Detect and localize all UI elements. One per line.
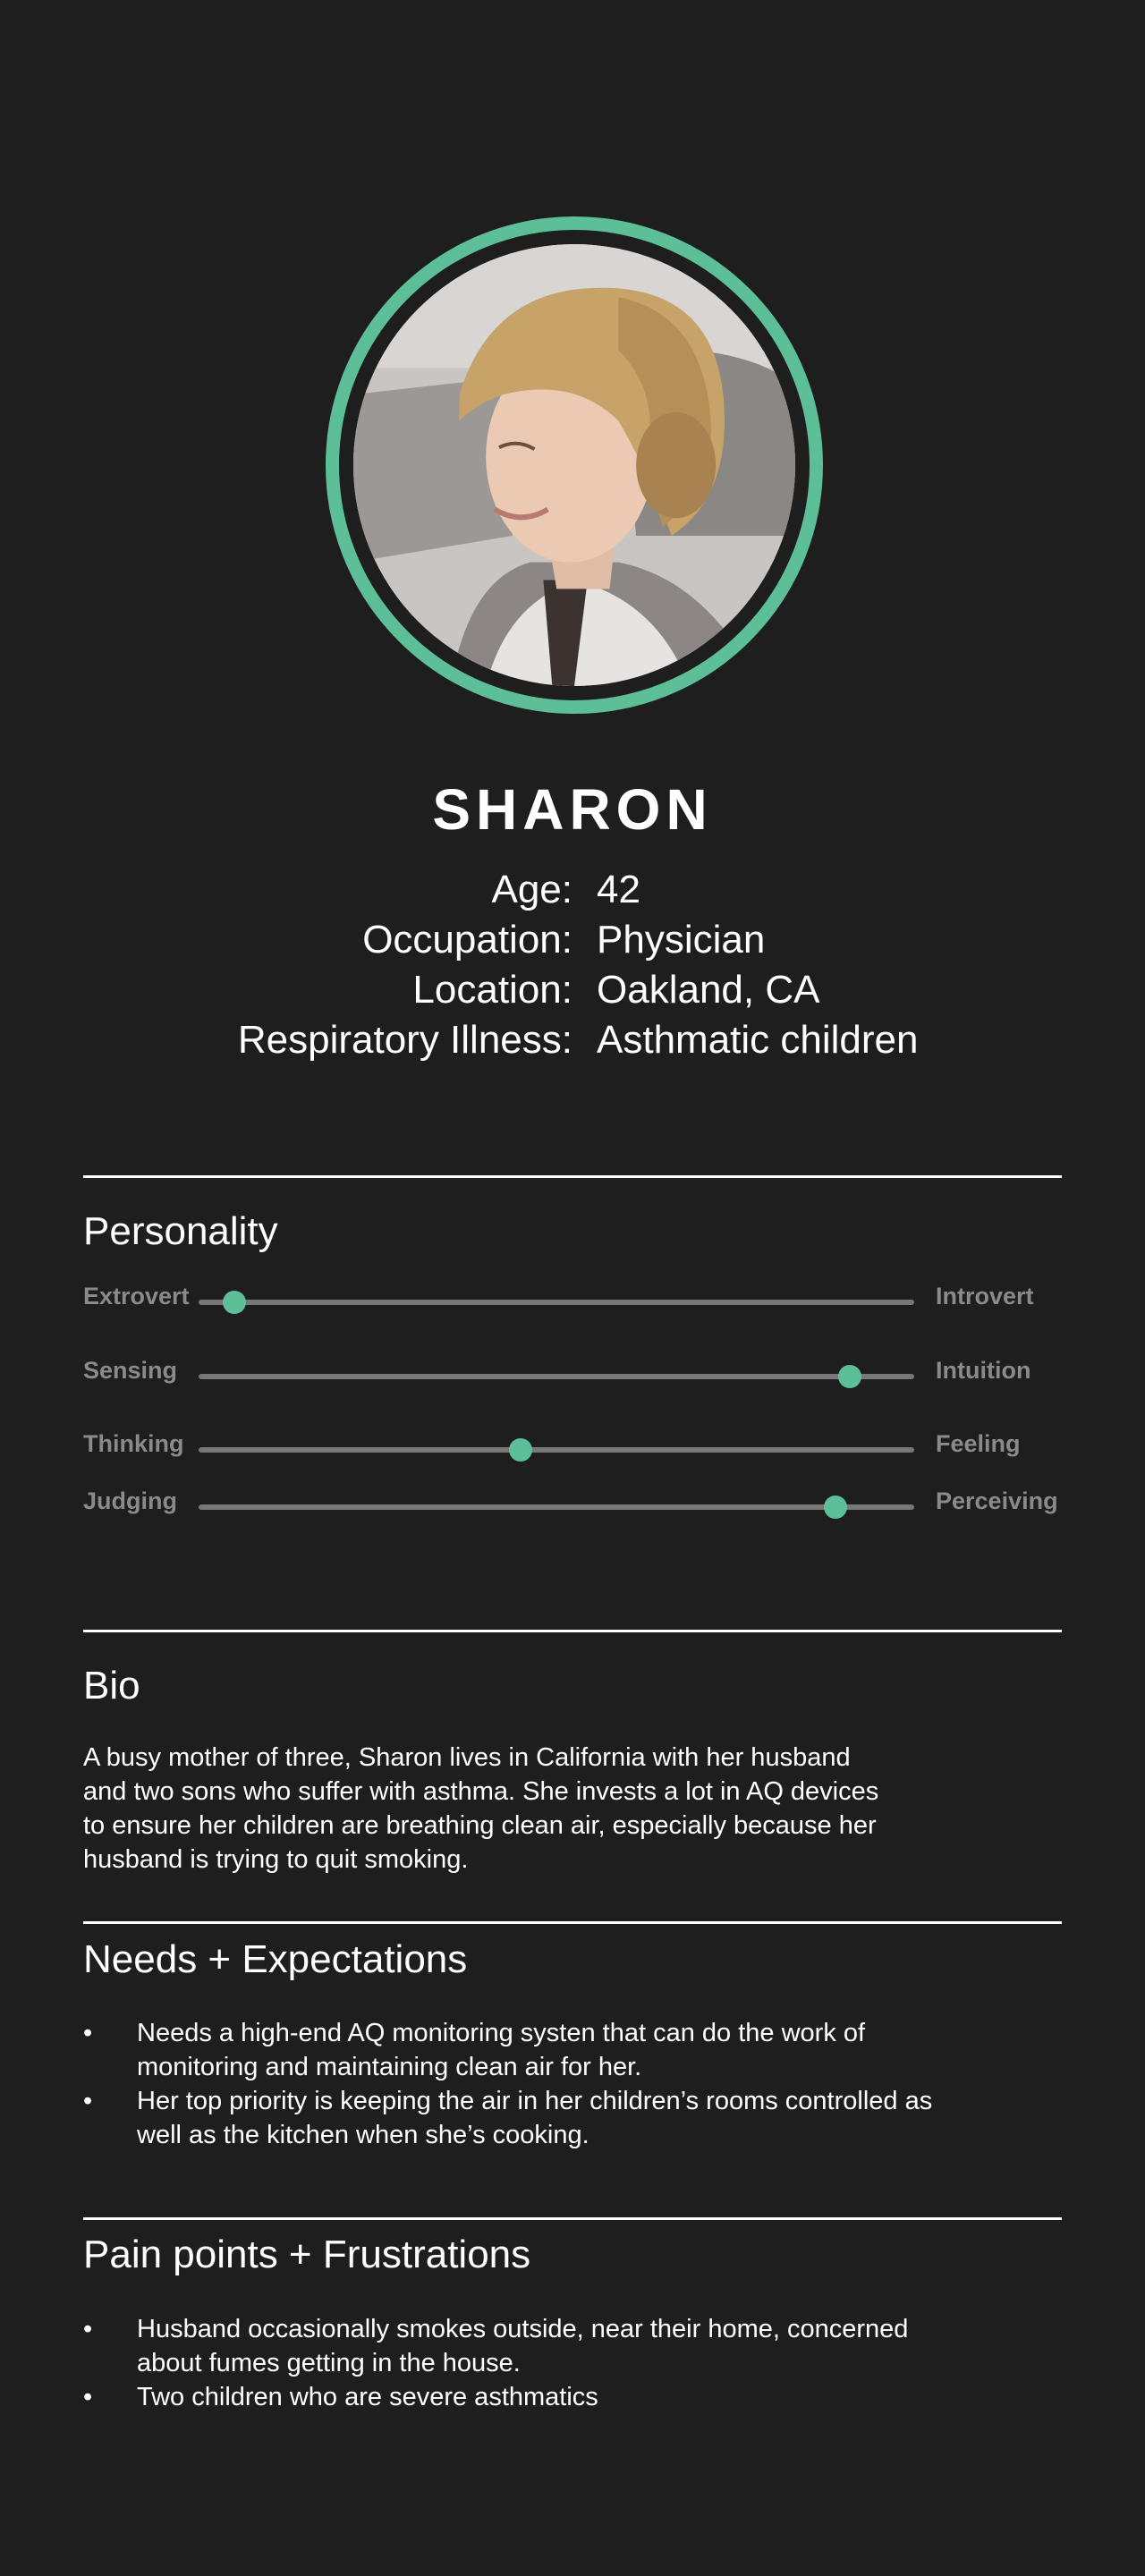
avatar bbox=[353, 244, 795, 686]
info-row-occupation bbox=[0, 918, 1145, 968]
info-row-location bbox=[0, 968, 1145, 1018]
trait-judging-perceiving bbox=[0, 1487, 1145, 1523]
list-item bbox=[83, 2084, 960, 2152]
bio-text: A busy mother of three, Sharon lives in California with her husband and two sons who suffer with asthma. She invests a lot in AQ devices to ensure her children are breathing clean air, especially because her husband is trying to quit smoking. bbox=[83, 1743, 879, 1874]
trait-slider-knob bbox=[838, 1365, 861, 1388]
trait-right-label: Feeling bbox=[936, 1430, 1021, 1457]
pains-list bbox=[83, 2312, 960, 2414]
needs-list bbox=[83, 2016, 960, 2152]
trait-slider-knob bbox=[824, 1496, 847, 1519]
trait-extrovert-introvert bbox=[0, 1283, 1145, 1318]
trait-slider-track bbox=[199, 1504, 914, 1510]
info-value: 42 bbox=[597, 868, 640, 911]
needs-heading: Needs + Expectations bbox=[83, 1937, 468, 1981]
bullet-icon: • bbox=[83, 2087, 93, 2115]
trait-right-label: Perceiving bbox=[936, 1487, 1058, 1514]
info-value: Oakland, CA bbox=[597, 968, 820, 1012]
info-label: Location: bbox=[412, 968, 572, 1012]
info-value: Asthmatic children bbox=[597, 1018, 919, 1062]
trait-left-label: Sensing bbox=[83, 1357, 178, 1384]
trait-sensing-intuition bbox=[0, 1357, 1145, 1393]
trait-slider-track bbox=[199, 1447, 914, 1453]
trait-slider-track bbox=[199, 1300, 914, 1305]
info-label: Age: bbox=[491, 868, 572, 911]
list-item bbox=[83, 2312, 960, 2380]
pains-heading: Pain points + Frustrations bbox=[83, 2233, 531, 2276]
info-row-age bbox=[0, 868, 1145, 918]
list-item bbox=[83, 2380, 960, 2414]
trait-right-label: Introvert bbox=[936, 1283, 1034, 1309]
bullet-icon: • bbox=[83, 2315, 93, 2343]
divider bbox=[83, 2217, 1062, 2220]
trait-slider-knob bbox=[509, 1438, 532, 1462]
info-label: Occupation: bbox=[362, 918, 572, 962]
list-item-text: Two children who are severe asthmatics bbox=[137, 2383, 598, 2411]
persona-name: SHARON bbox=[432, 777, 713, 842]
info-row-respiratory-illness bbox=[0, 1018, 1145, 1068]
list-item-text: Needs a high-end AQ monitoring systen that can do the work of monitoring and maintaining clean air for her. bbox=[137, 2019, 866, 2081]
trait-left-label: Thinking bbox=[83, 1430, 184, 1457]
list-item-text: Her top priority is keeping the air in her children’s rooms controlled as well as the kitchen when she’s cooking. bbox=[137, 2087, 933, 2149]
info-label: Respiratory Illness: bbox=[237, 1018, 572, 1062]
trait-right-label: Intuition bbox=[936, 1357, 1031, 1384]
trait-slider-knob bbox=[223, 1291, 246, 1314]
info-value: Physician bbox=[597, 918, 766, 962]
persona-info bbox=[0, 868, 1145, 1068]
list-item bbox=[83, 2016, 960, 2084]
trait-slider-track bbox=[199, 1374, 914, 1379]
divider bbox=[83, 1175, 1062, 1178]
personality-heading: Personality bbox=[83, 1209, 278, 1253]
bio-heading: Bio bbox=[83, 1664, 140, 1707]
trait-thinking-feeling bbox=[0, 1430, 1145, 1466]
divider bbox=[83, 1921, 1062, 1924]
trait-left-label: Extrovert bbox=[83, 1283, 190, 1309]
trait-left-label: Judging bbox=[83, 1487, 177, 1514]
list-item-text: Husband occasionally smokes outside, near their home, concerned about fumes getting in the house. bbox=[137, 2315, 909, 2377]
bullet-icon: • bbox=[83, 2383, 93, 2411]
avatar-ring bbox=[326, 216, 823, 714]
bullet-icon: • bbox=[83, 2019, 93, 2047]
portrait-photo bbox=[353, 244, 795, 686]
divider bbox=[83, 1630, 1062, 1632]
